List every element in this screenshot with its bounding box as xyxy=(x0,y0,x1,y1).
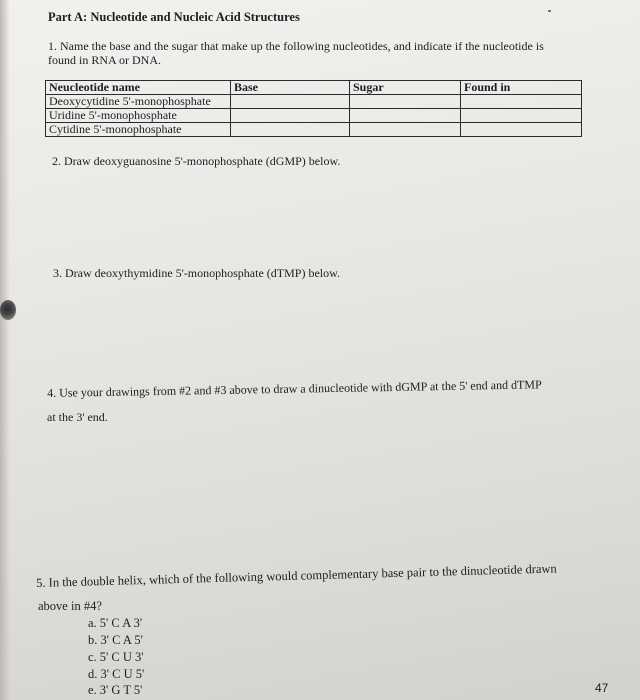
base-cell[interactable] xyxy=(231,123,350,137)
page-number: 47 xyxy=(595,681,609,695)
header-sugar: Sugar xyxy=(350,81,461,95)
answer-option-c[interactable]: c. 5' C U 3' xyxy=(88,650,144,664)
question-4-line-1: 4. Use your drawings from #2 and #3 above to draw a dinucleotide with dGMP at the 5' end and dTMP xyxy=(47,377,542,400)
found-in-cell[interactable] xyxy=(461,123,582,137)
question-5-line-2: above in #4? xyxy=(38,599,102,613)
question-1-line-2: found in RNA or DNA. xyxy=(48,53,161,67)
answer-option-a[interactable]: a. 5' C A 3' xyxy=(88,616,143,630)
answer-option-b[interactable]: b. 3' C A 5' xyxy=(88,633,143,647)
page-edge-shadow xyxy=(0,0,10,700)
header-base: Base xyxy=(231,81,350,95)
sugar-cell[interactable] xyxy=(350,123,461,137)
table-row xyxy=(46,123,582,137)
table-header-row xyxy=(46,81,582,95)
binder-hole xyxy=(0,300,16,320)
question-5-line-1: 5. In the double helix, which of the following would complementary base pair to the dinucleotide drawn xyxy=(36,561,557,590)
nucleotide-name-cell: Deoxycytidine 5'-monophosphate xyxy=(46,95,231,109)
base-cell[interactable] xyxy=(231,95,350,109)
header-found-in: Found in xyxy=(461,81,582,95)
answer-option-e[interactable]: e. 3' G T 5' xyxy=(88,683,143,697)
base-cell[interactable] xyxy=(231,109,350,123)
nucleotide-name-cell: Uridine 5'-monophosphate xyxy=(46,109,231,123)
sugar-cell[interactable] xyxy=(350,109,461,123)
table-row xyxy=(46,95,582,109)
nucleotide-table xyxy=(45,80,582,137)
found-in-cell[interactable] xyxy=(461,109,582,123)
question-4-line-2: at the 3' end. xyxy=(47,410,108,424)
question-3: 3. Draw deoxythymidine 5'-monophosphate (dTMP) below. xyxy=(53,266,341,280)
question-2: 2. Draw deoxyguanosine 5'-monophosphate (dGMP) below. xyxy=(52,154,341,168)
answer-option-d[interactable]: d. 3' C U 5' xyxy=(88,667,145,681)
sugar-cell[interactable] xyxy=(350,95,461,109)
page-title: Part A: Nucleotide and Nucleic Acid Structures xyxy=(48,10,300,24)
table-row xyxy=(46,109,582,123)
nucleotide-name-cell: Cytidine 5'-monophosphate xyxy=(46,123,231,137)
question-1-line-1: 1. Name the base and the sugar that make up the following nucleotides, and indicate if the nucleotide is xyxy=(48,39,544,53)
pen-mark xyxy=(548,10,551,12)
header-nucleotide-name: Neucleotide name xyxy=(46,81,231,95)
found-in-cell[interactable] xyxy=(461,95,582,109)
